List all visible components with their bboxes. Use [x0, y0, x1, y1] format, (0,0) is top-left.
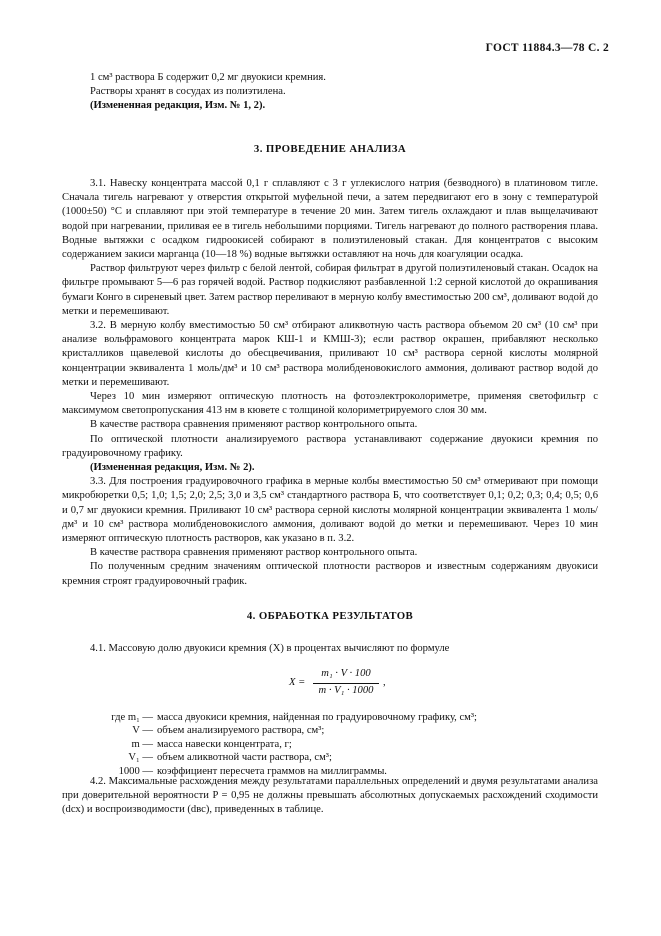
definition-symbol: V₁ —	[128, 752, 153, 764]
paragraph-4-2: 4.2. Максимальные расхождения между результатами параллельных определений и двумя результатами анализа при доверительной вероятности P = 0,95 не должны превышать абсолютных допускаемых расхождений сходимости (dсх) и воспроизводимости (dвс), приведенных в таблице.	[62, 776, 598, 816]
definition-text: масса двуокиси кремния, найденная по градуировочному графику, см³;	[157, 712, 477, 723]
definition-symbol: V —	[132, 725, 153, 737]
definition-symbol: 1000 —	[118, 765, 153, 777]
definition-row	[62, 751, 598, 764]
definition-text: объем анализируемого раствора, см³;	[157, 725, 325, 737]
definition-symbol: где m₁ —	[111, 712, 153, 723]
definition-text: масса навески концентрата, г;	[157, 738, 292, 750]
paragraph-3-2-reference: В качестве раствора сравнения применяют раствор контрольного опыта.	[90, 419, 418, 431]
formula-comma: ,	[383, 677, 386, 688]
section-4-intro	[62, 642, 598, 656]
paragraph-3-3-reference: В качестве раствора сравнения применяют раствор контрольного опыта.	[90, 547, 418, 559]
paragraph-3-3-graph: По полученным средним значениям оптической плотности растворов и известным содержаниям двуокиси кремния строят градуировочный график.	[62, 561, 598, 587]
intro-amendment-note: (Измененная редакция, Изм. № 1, 2).	[90, 100, 266, 112]
intro-paragraph-2: Растворы хранят в сосудах из полиэтилена.	[90, 86, 286, 98]
paragraph-3-2-graph: По оптической плотности анализируемого раствора устанавливают содержание двуокиси кремния по градуировочному графику.	[62, 433, 598, 459]
section-3-title: 3. ПРОВЕДЕНИЕ АНАЛИЗА	[253, 143, 407, 155]
definition-row	[62, 711, 598, 724]
paragraph-3-1-filtering: Раствор фильтруют через фильтр с белой лентой, собирая фильтрат в другой полиэтиленовый стакан. Осадок на фильтре промывают 5—6 раз горячей водой. Раствор подкисляют разбавленной 1:2 серной кислотой до окрашивания бумаги Конго в сиреневый цвет. Затем раствор переливают в мерную колбу вместимостью 200 см³, доливают водой до метки и перемешивают.	[62, 263, 598, 317]
paragraph-3-2-measurement: Через 10 мин измеряют оптическую плотность на фотоэлектроколориметре, применяя светофильтр с максимумом светопропускания 413 нм в кювете с толщиной колориметрируемого слоя 30 мм.	[62, 391, 598, 417]
definition-text: коэффициент пересчета граммов на миллиграммы.	[157, 765, 387, 777]
paragraph-4-1: 4.1. Массовую долю двуокиси кремния (X) в процентах вычисляют по формуле	[90, 643, 450, 654]
section-4-body	[62, 775, 598, 818]
page-header: ГОСТ 11884.3—78 С. 2	[485, 42, 609, 54]
formula-lhs: X =	[289, 677, 306, 688]
variable-definitions	[62, 711, 598, 778]
section-4-title: 4. ОБРАБОТКА РЕЗУЛЬТАТОВ	[246, 610, 414, 622]
formula	[289, 668, 409, 704]
formula-numerator: m₁ · V · 100	[321, 668, 371, 679]
paragraph-3-1: 3.1. Навеску концентрата массой 0,1 г сплавляют с 3 г углекислого натрия (безводного) в платиновом тигле. Сначала тигель нагревают у отверстия открытой муфельной печи, а затем передвигают его в зону с температурой (1000±50) °С и сплавляют при этой температуре в течение 20 мин. Затем тигель охлаждают и плав выщелачивают водой при нагревании, приливая ее в тигель небольшими порциями. Тигель нагревают до полного растворения плава. Водные вытяжки с осадком гидроокисей собирают в полиэтиленовый стакан. Для концентратов с высоким содержанием закиси марганца (10—18 %) водные вытяжки оставляют на ночь для коагуляции осадка.	[62, 178, 598, 261]
section-3-body	[62, 177, 598, 589]
intro-paragraph-1: 1 см³ раствора Б содержит 0,2 мг двуокиси кремния.	[90, 72, 326, 83]
definition-row	[62, 724, 598, 737]
paragraph-3-2-amendment: (Измененная редакция, Изм. № 2).	[90, 462, 255, 474]
definition-text: объем аликвотной части раствора, см³;	[157, 752, 332, 764]
paragraph-3-2: 3.2. В мерную колбу вместимостью 50 см³ отбирают аликвотную часть раствора объемом 20 см³ (10 см³ при анализе вольфрамового концентрата марок КШ-1 и КМШ-3); если раствор окрашен, прибавляют несколько кристалликов щавелевой кислоты до обесцвечивания, приливают 10 см³ раствора серной кислоты молярной концентрации эквивалента 1 моль/дм³ и 10 см³ раствора молибденовокислого аммония, доливают раствор водой до метки и перемешивают.	[62, 320, 598, 388]
intro-block	[62, 71, 598, 114]
paragraph-3-3: 3.3. Для построения градуировочного графика в мерные колбы вместимостью 50 см³ отмеривают при помощи микробюретки 0,5; 1,0; 1,5; 2,0; 2,5; 3,0 и 3,5 см³ стандартного раствора Б, что соответствует 0,1; 0,2; 0,3; 0,4; 0,5; 0,6 и 0,7 мг двуокиси кремния. Приливают 10 см³ раствора серной кислоты молярной концентрации эквивалента 1 моль/дм³ и 10 см³ раствора молибденовокислого аммония, доливают водой до метки и перемешивают. Через 10 мин измеряют оптическую плотность растворов, как указано в п. 3.2.	[62, 476, 598, 545]
definition-row	[62, 738, 598, 751]
formula-fraction-line	[313, 683, 379, 684]
definition-symbol: m —	[131, 738, 153, 750]
formula-denominator: m · V₁ · 1000	[318, 685, 374, 696]
